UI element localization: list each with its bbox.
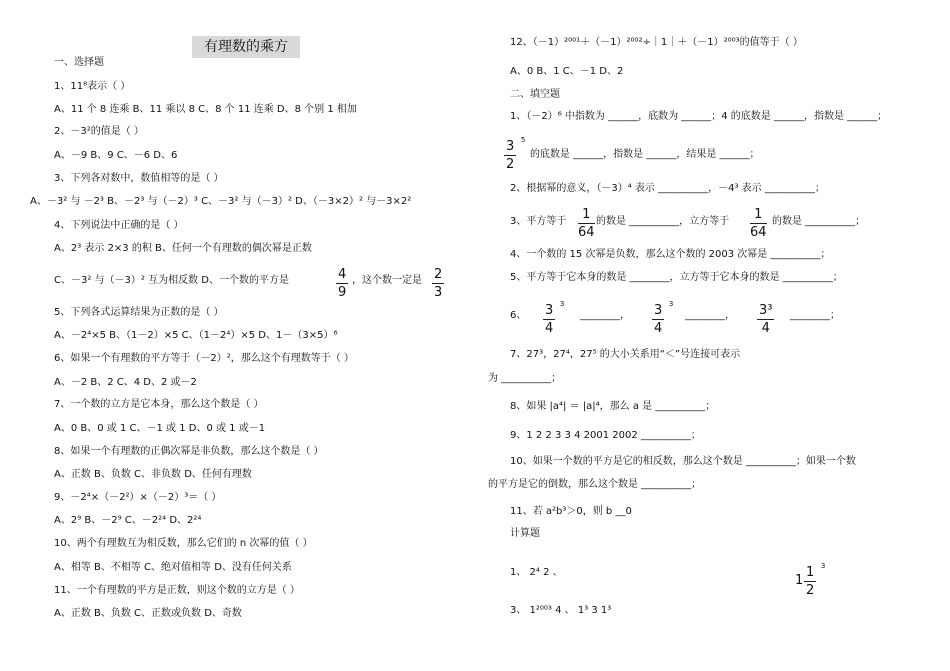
fraction xyxy=(432,266,444,301)
fraction xyxy=(750,206,767,241)
fraction xyxy=(504,136,526,173)
fraction-numerator: 4 xyxy=(338,267,347,282)
fraction-denominator: 2 xyxy=(506,157,515,172)
right-line: 9、1 2 2 3 3 4 2001 2002 __________； xyxy=(510,430,701,441)
fraction-numerator: 1 xyxy=(806,565,815,580)
right-line: 的底数是 ______，指数是 ______，结果是 ______； xyxy=(530,149,760,160)
right-line: 5、平方等于它本身的数是 ________，立方等于它本身的数是 __________； xyxy=(510,272,843,283)
left-line: 一、选择题 xyxy=(54,57,104,68)
right-line: 7、27³，27⁴，27⁵ 的大小关系用“＜”号连接可表示 xyxy=(510,349,741,360)
right-line: 12、（－1）²⁰⁰¹＋（－1）²⁰⁰²÷｜1｜＋（－1）²⁰⁰³的值等于（ ） xyxy=(510,37,803,48)
right-line: 计算题 xyxy=(510,528,540,539)
fraction-numerator: 2 xyxy=(434,267,443,282)
left-line: 11、一个有理数的平方是正数，则这个数的立方是（ ） xyxy=(54,585,300,596)
right-line: ________， xyxy=(580,310,630,321)
fraction-whole: 1 xyxy=(795,573,804,588)
right-line: 1、 2⁴ 2 、 xyxy=(510,567,563,578)
fraction-numerator: 3 xyxy=(545,303,554,318)
left-line: 5、下列各式运算结果为正数的是（ ） xyxy=(54,307,224,318)
right-line: 11、若 a²b³＞0，则 b __0 xyxy=(510,506,632,517)
right-line: 的平方是它的倒数，那么这个数是 __________； xyxy=(488,479,702,490)
left-line: 3、下列各对数中，数值相等的是（ ） xyxy=(54,173,224,184)
fraction-numerator: 1 xyxy=(750,206,767,224)
left-line: A、正数 B、负数 C、非负数 D、任何有理数 xyxy=(54,469,252,480)
left-line: A、－2⁴×5 B、（1－2）×5 C、（1－2⁴）×5 D、1－（3×5）⁶ xyxy=(54,330,338,341)
left-line: 4、下列说法中正确的是（ ） xyxy=(54,220,184,231)
fraction-denominator: 9 xyxy=(338,285,347,300)
fraction-denominator: 4 xyxy=(761,321,770,336)
fraction xyxy=(578,206,595,241)
fraction-numerator: 3³ xyxy=(759,303,773,318)
fraction-numerator: 1 xyxy=(578,206,595,224)
left-line: A、－2 B、2 C、4 D、2 或－2 xyxy=(54,377,197,388)
fraction-denominator: 4 xyxy=(545,321,554,336)
left-line: A、－9 B、9 C、－6 D、6 xyxy=(54,150,178,161)
right-line: 10、如果一个数的平方是它的相反数，那么这个数是 __________；如果一个数 xyxy=(510,456,856,467)
left-line: A、正数 B、负数 C、正数或负数 D、奇数 xyxy=(54,608,242,619)
left-line: A、－3² 与 －2³ B、－2³ 与（－2）³ C、－3² 与（－3）² D、（－3×2）² 与－3×2² xyxy=(30,196,412,207)
right-line: 3、 1²⁰⁰³ 4 、 1³ 3 1³ xyxy=(510,605,612,616)
right-line: ________， xyxy=(685,310,735,321)
left-line: 1、11⁸表示（ ） xyxy=(54,81,131,92)
fraction-denominator: 4 xyxy=(654,321,663,336)
left-line: A、2⁹ B、－2⁹ C、－2²⁴ D、2²⁴ xyxy=(54,515,202,526)
page-title: 有理数的乘方 xyxy=(192,36,300,58)
fraction-numerator: 3 xyxy=(506,139,515,154)
right-line: 的数是 __________； xyxy=(772,216,866,227)
right-line: 的数是 __________，立方等于 xyxy=(596,216,730,227)
fraction xyxy=(652,300,674,337)
left-line: 7、一个数的立方是它本身，那么这个数是（ ） xyxy=(54,399,264,410)
left-line: C、－3² 与（－3）² 互为相反数 D、一个数的平方是 xyxy=(54,275,289,286)
fraction-exponent: 3 xyxy=(820,562,826,570)
left-line: A、11 个 8 连乘 B、11 乘以 8 C、8 个 11 连乘 D、8 个别 1 相加 xyxy=(54,104,357,115)
fraction-denominator: 64 xyxy=(578,225,595,240)
left-line: 6、如果一个有理数的平方等于（－2）²，那么这个有理数等于（ ） xyxy=(54,353,354,364)
left-line: A、0 B、0 或 1 C、－1 或 1 D、0 或 1 或－1 xyxy=(54,423,266,434)
right-line: 8、如果 |a⁴| ＝ |a|⁴，那么 a 是 __________； xyxy=(510,401,716,412)
fraction-denominator: 3 xyxy=(434,285,443,300)
fraction-denominator: 64 xyxy=(750,225,767,240)
right-line: 6、 xyxy=(510,310,527,321)
fraction xyxy=(336,266,348,301)
right-line: 4、一个数的 15 次幂是负数，那么这个数的 2003 次幂是 __________； xyxy=(510,249,831,260)
right-line: 二、填空题 xyxy=(510,89,560,100)
left-line: 9、－2⁴×（－2²）×（－2）³＝（ ） xyxy=(54,492,222,503)
right-line: ________； xyxy=(790,310,840,321)
right-line: 1、（－2）⁶ 中指数为 ______，底数为 ______；4 的底数是 ______，指数是 ______； xyxy=(510,111,888,122)
right-line: 为 __________； xyxy=(488,373,562,384)
fraction xyxy=(543,300,565,337)
fraction-exponent: 3 xyxy=(559,300,565,308)
fraction-exponent: 5 xyxy=(520,136,526,144)
fraction-denominator: 2 xyxy=(806,583,815,598)
left-line: 10、两个有理数互为相反数，那么它们的 n 次幂的值（ ） xyxy=(54,538,313,549)
fraction xyxy=(757,302,774,337)
left-line: A、相等 B、不相等 C、绝对值相等 D、没有任何关系 xyxy=(54,562,292,573)
right-line: 3、平方等于 xyxy=(510,216,567,227)
fraction-exponent: 3 xyxy=(668,300,674,308)
left-line: 2、－3²的值是（ ） xyxy=(54,126,144,137)
right-line: 2、根据幂的意义，（－3）⁴ 表示 __________，－4³ 表示 __________； xyxy=(510,183,825,194)
fraction xyxy=(795,562,826,599)
right-line: A、0 B、1 C、－1 D、2 xyxy=(510,66,624,77)
fraction-numerator: 3 xyxy=(654,303,663,318)
left-line: ，这个数一定是 xyxy=(352,275,422,286)
left-line: A、2³ 表示 2×3 的积 B、任何一个有理数的偶次幂是正数 xyxy=(54,243,312,254)
left-line: 8、如果一个有理数的正偶次幂是非负数，那么这个数是（ ） xyxy=(54,446,324,457)
